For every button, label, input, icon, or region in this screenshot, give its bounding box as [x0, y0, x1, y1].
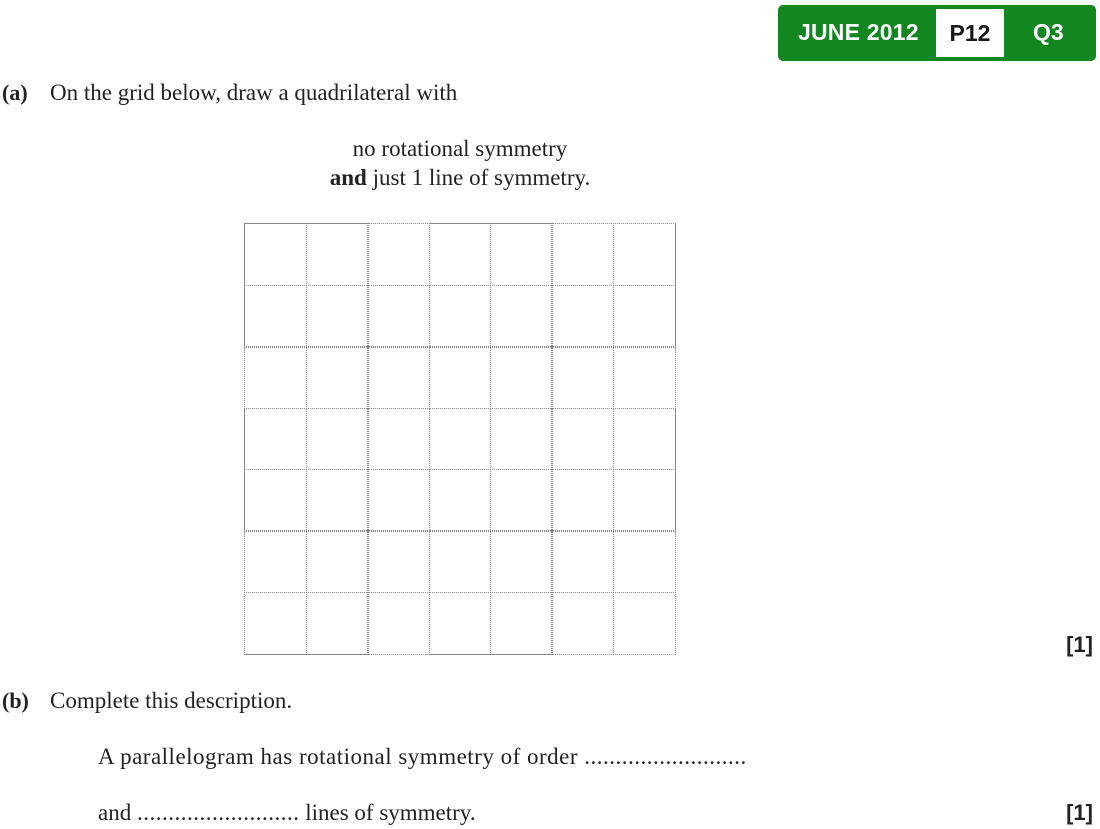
grid-cell[interactable]: [244, 223, 307, 286]
grid-cell[interactable]: [367, 223, 430, 286]
grid-cell[interactable]: [306, 592, 369, 655]
grid-cell[interactable]: [306, 223, 369, 286]
grid-cell[interactable]: [429, 469, 492, 532]
condition-and-bold: and: [329, 165, 367, 190]
grid-cell[interactable]: [490, 285, 553, 348]
part-b-instruction: Complete this description.: [50, 688, 293, 713]
grid-cell[interactable]: [490, 223, 553, 286]
part-b-label: (b): [2, 688, 29, 713]
grid-cell[interactable]: [306, 530, 369, 593]
grid-cell[interactable]: [429, 223, 492, 286]
grid-cell[interactable]: [551, 530, 614, 593]
grid-cell[interactable]: [490, 346, 553, 409]
grid-cell[interactable]: [367, 346, 430, 409]
grid-cell[interactable]: [306, 285, 369, 348]
grid-cell[interactable]: [613, 346, 676, 409]
part-a-instruction: On the grid below, draw a quadrilateral with: [50, 80, 458, 105]
grid-cell[interactable]: [613, 530, 676, 593]
grid-cell[interactable]: [613, 469, 676, 532]
grid-cell[interactable]: [306, 408, 369, 471]
grid-cell[interactable]: [490, 469, 553, 532]
question-number-label: Q3: [1033, 19, 1064, 45]
part-a-label: (a): [2, 80, 28, 105]
grid-cell[interactable]: [244, 346, 307, 409]
grid-cell[interactable]: [367, 592, 430, 655]
grid-cell[interactable]: [490, 530, 553, 593]
grid-cell[interactable]: [306, 346, 369, 409]
grid-cell[interactable]: [429, 530, 492, 593]
part-a-marks: [1]: [1066, 632, 1093, 657]
grid-cell[interactable]: [551, 592, 614, 655]
grid-cell[interactable]: [244, 285, 307, 348]
grid-cell[interactable]: [551, 285, 614, 348]
grid-cell[interactable]: [613, 223, 676, 286]
question-reference-badge: [778, 5, 1096, 61]
lines-of-symmetry-suffix: lines of symmetry.: [299, 800, 476, 825]
grid-cell[interactable]: [429, 592, 492, 655]
grid-cell[interactable]: [551, 408, 614, 471]
grid-cell[interactable]: [551, 346, 614, 409]
condition-no-rotational-symmetry: no rotational symmetry: [352, 136, 568, 161]
drawing-grid[interactable]: [244, 223, 676, 655]
parallelogram-order-line[interactable]: A parallelogram has rotational symmetry of order ..........................: [98, 744, 747, 769]
grid-cell[interactable]: [244, 408, 307, 471]
grid-cell[interactable]: [490, 592, 553, 655]
grid-cell[interactable]: [429, 285, 492, 348]
grid-cell[interactable]: [429, 346, 492, 409]
grid-cell[interactable]: [367, 408, 430, 471]
lines-of-symmetry-answer-blank[interactable]: ..........................: [136, 800, 300, 825]
grid-cell[interactable]: [551, 223, 614, 286]
grid-cell[interactable]: [367, 469, 430, 532]
grid-cell[interactable]: [613, 592, 676, 655]
grid-cell[interactable]: [306, 469, 369, 532]
grid-cell[interactable]: [367, 285, 430, 348]
grid-cell[interactable]: [244, 530, 307, 593]
grid-cell[interactable]: [613, 408, 676, 471]
grid-cell[interactable]: [613, 285, 676, 348]
grid-cell[interactable]: [244, 592, 307, 655]
condition-one-line-symmetry: [260, 165, 660, 191]
lines-of-symmetry-line: [98, 800, 476, 826]
grid-cell[interactable]: [490, 408, 553, 471]
condition-rest: just 1 line of symmetry.: [366, 165, 591, 190]
and-prefix: and: [98, 800, 137, 825]
grid-cell[interactable]: [367, 530, 430, 593]
grid-cell[interactable]: [429, 408, 492, 471]
grid-cell[interactable]: [551, 469, 614, 532]
paper-number-label: P12: [936, 9, 1004, 57]
exam-session-label: JUNE 2012: [798, 19, 919, 45]
grid-cell[interactable]: [244, 469, 307, 532]
part-b-marks: [1]: [1066, 800, 1093, 825]
